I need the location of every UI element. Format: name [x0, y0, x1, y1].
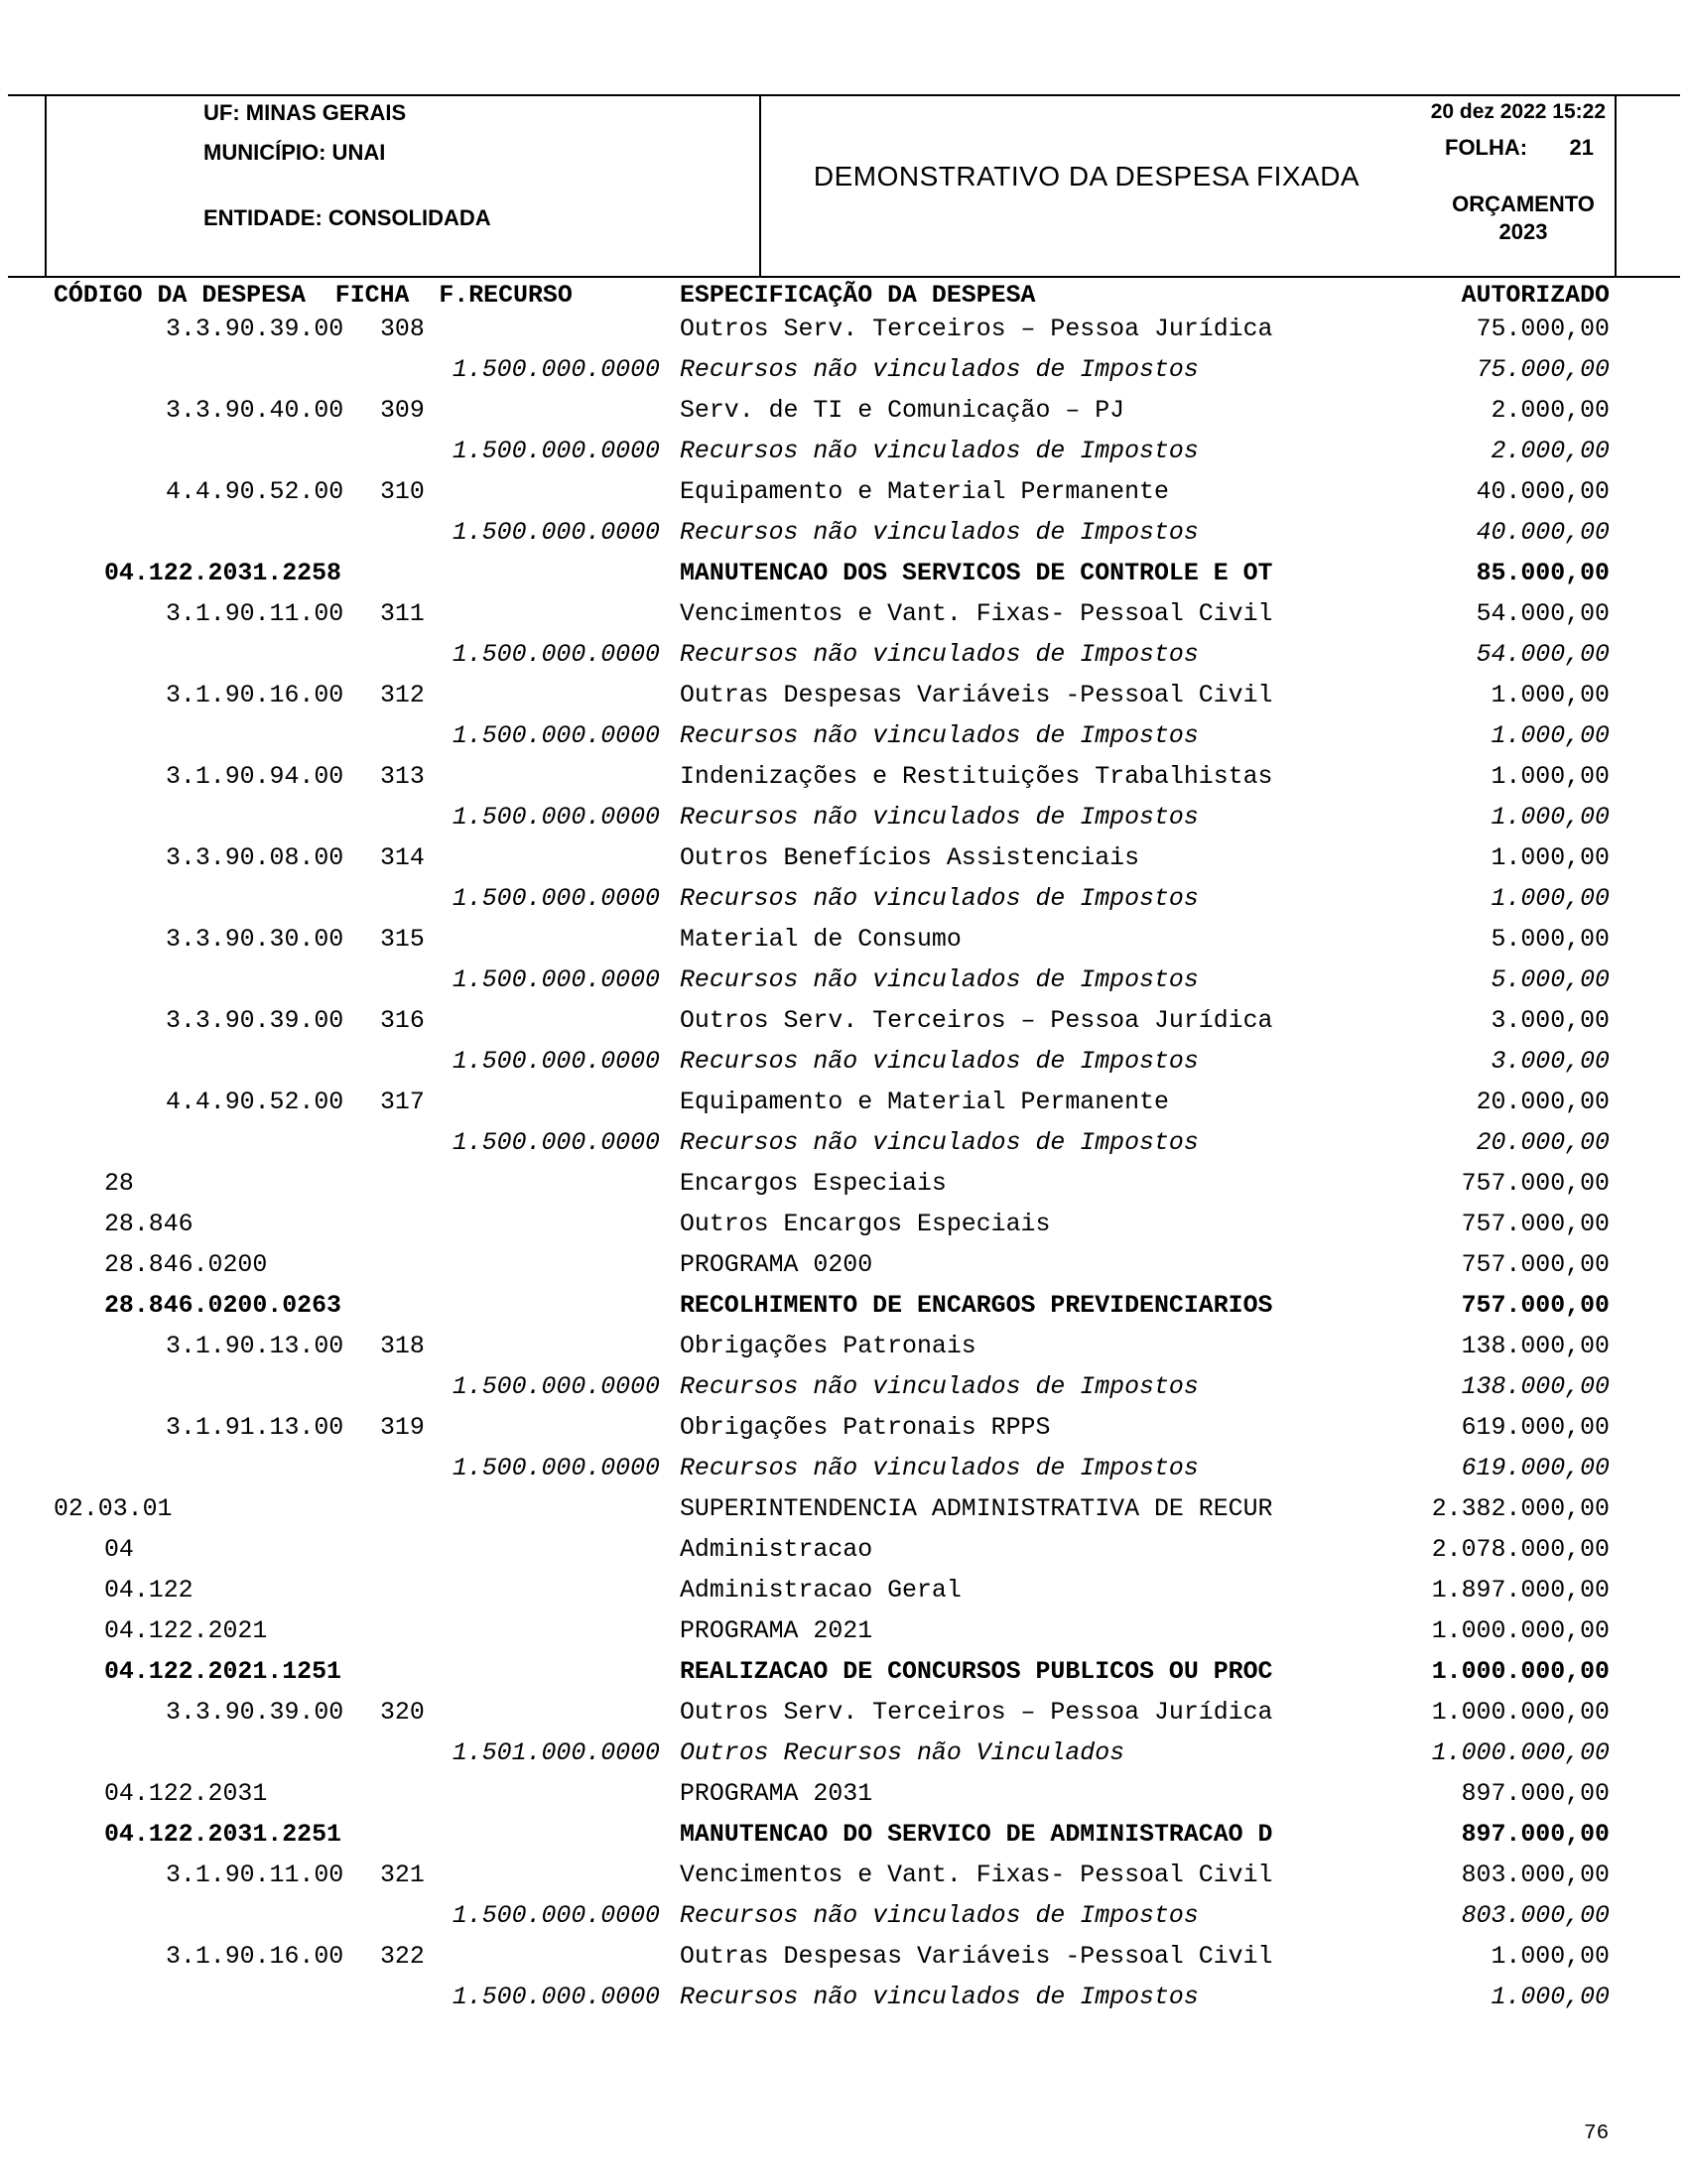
autorizado-value: 757.000,00 — [1461, 1170, 1610, 1198]
autorizado-value: 1.000,00 — [1491, 844, 1610, 872]
fonte-recurso-code: 1.500.000.0000 — [452, 438, 660, 465]
column-header-codigo-ficha-frecurso: CÓDIGO DA DESPESA FICHA F.RECURSO — [54, 282, 573, 310]
autorizado-value: 897.000,00 — [1461, 1780, 1610, 1808]
especificacao-text: Equipamento e Material Permanente — [680, 1089, 1169, 1116]
fonte-recurso-code: 1.500.000.0000 — [452, 1455, 660, 1482]
folha-label: FOLHA: — [1445, 135, 1528, 160]
orcamento-block — [1437, 191, 1610, 246]
autorizado-value: 1.000,00 — [1491, 1984, 1610, 2011]
autorizado-value: 85.000,00 — [1476, 560, 1610, 587]
table-row — [0, 844, 1688, 885]
expense-code: 3.1.90.11.00 — [166, 1862, 344, 1889]
autorizado-value: 1.000,00 — [1491, 722, 1610, 750]
header-bottom-rule — [8, 276, 1680, 278]
autorizado-value: 138.000,00 — [1461, 1333, 1610, 1360]
autorizado-value: 619.000,00 — [1461, 1414, 1610, 1442]
especificacao-text: Outras Despesas Variáveis -Pessoal Civil — [680, 682, 1273, 709]
table-row — [0, 763, 1688, 804]
table-row — [0, 1170, 1688, 1211]
column-header-especificacao: ESPECIFICAÇÃO DA DESPESA — [680, 282, 1036, 310]
table-row — [0, 1984, 1688, 2024]
autorizado-value: 757.000,00 — [1461, 1251, 1610, 1279]
print-datetime: 20 dez 2022 15:22 — [1430, 100, 1606, 123]
expense-code: 3.1.90.16.00 — [166, 1943, 344, 1971]
fonte-recurso-code: 1.500.000.0000 — [452, 1129, 660, 1157]
expense-code: 04.122.2021 — [104, 1617, 268, 1645]
table-row — [0, 1699, 1688, 1739]
table-row — [0, 1373, 1688, 1414]
especificacao-text: MANUTENCAO DOS SERVICOS DE CONTROLE E OT — [680, 560, 1273, 587]
especificacao-text: Recursos não vinculados de Impostos — [680, 885, 1199, 913]
especificacao-text: Indenizações e Restituições Trabalhistas — [680, 763, 1273, 791]
autorizado-value: 1.000,00 — [1491, 804, 1610, 832]
autorizado-value: 1.000.000,00 — [1431, 1658, 1610, 1686]
table-row — [0, 1048, 1688, 1089]
especificacao-text: Outros Serv. Terceiros – Pessoa Jurídica — [680, 1007, 1273, 1035]
autorizado-value: 5.000,00 — [1491, 966, 1610, 994]
table-row — [0, 1211, 1688, 1251]
especificacao-text: PROGRAMA 2021 — [680, 1617, 873, 1645]
expense-code: 28 — [104, 1170, 134, 1198]
expense-code: 02.03.01 — [54, 1495, 173, 1523]
table-row — [0, 1902, 1688, 1943]
especificacao-text: Administracao Geral — [680, 1577, 962, 1605]
especificacao-text: Outros Serv. Terceiros – Pessoa Jurídica — [680, 316, 1273, 343]
expense-code: 3.3.90.39.00 — [166, 316, 344, 343]
autorizado-value: 803.000,00 — [1461, 1862, 1610, 1889]
ficha-number: 309 — [380, 397, 425, 425]
table-row — [0, 1943, 1688, 1984]
expense-code: 04.122.2031.2258 — [104, 560, 341, 587]
expense-code: 04.122.2021.1251 — [104, 1658, 341, 1686]
especificacao-text: Outros Encargos Especiais — [680, 1211, 1051, 1238]
table-row — [0, 1739, 1688, 1780]
ficha-number: 314 — [380, 844, 425, 872]
ficha-number: 313 — [380, 763, 425, 791]
autorizado-value: 2.000,00 — [1491, 438, 1610, 465]
table-row — [0, 397, 1688, 438]
header-box-left-border — [45, 94, 47, 278]
autorizado-value: 1.000.000,00 — [1431, 1699, 1610, 1727]
fonte-recurso-code: 1.500.000.0000 — [452, 885, 660, 913]
autorizado-value: 1.000.000,00 — [1431, 1739, 1610, 1767]
autorizado-value: 619.000,00 — [1461, 1455, 1610, 1482]
autorizado-value: 757.000,00 — [1461, 1211, 1610, 1238]
expense-code: 04.122.2031.2251 — [104, 1821, 341, 1849]
table-row — [0, 560, 1688, 600]
table-row — [0, 1536, 1688, 1577]
especificacao-text: Recursos não vinculados de Impostos — [680, 1129, 1199, 1157]
fonte-recurso-code: 1.500.000.0000 — [452, 1373, 660, 1401]
header-box-right-border — [1615, 94, 1617, 278]
table-row — [0, 1007, 1688, 1048]
especificacao-text: Outros Benefícios Assistenciais — [680, 844, 1140, 872]
column-header-autorizado: AUTORIZADO — [1461, 282, 1610, 310]
ficha-number: 315 — [380, 926, 425, 954]
especificacao-text: Outras Despesas Variáveis -Pessoal Civil — [680, 1943, 1273, 1971]
especificacao-text: Recursos não vinculados de Impostos — [680, 356, 1199, 384]
especificacao-text: Recursos não vinculados de Impostos — [680, 1455, 1199, 1482]
table-row — [0, 1333, 1688, 1373]
ficha-number: 318 — [380, 1333, 425, 1360]
table-row — [0, 1129, 1688, 1170]
table-row — [0, 926, 1688, 966]
page-number: 76 — [1584, 2122, 1610, 2145]
orcamento-year: 2023 — [1498, 219, 1548, 244]
uf-label: UF: MINAS GERAIS — [203, 100, 407, 125]
especificacao-text: Obrigações Patronais — [680, 1333, 976, 1360]
fonte-recurso-code: 1.500.000.0000 — [452, 356, 660, 384]
autorizado-value: 803.000,00 — [1461, 1902, 1610, 1930]
table-row — [0, 1577, 1688, 1617]
expense-code: 3.1.90.13.00 — [166, 1333, 344, 1360]
especificacao-text: REALIZACAO DE CONCURSOS PUBLICOS OU PROC — [680, 1658, 1273, 1686]
autorizado-value: 40.000,00 — [1476, 478, 1610, 506]
especificacao-text: PROGRAMA 2031 — [680, 1780, 873, 1808]
autorizado-value: 54.000,00 — [1476, 641, 1610, 669]
table-row — [0, 519, 1688, 560]
fonte-recurso-code: 1.501.000.0000 — [452, 1739, 660, 1767]
especificacao-text: Material de Consumo — [680, 926, 962, 954]
especificacao-text: Serv. de TI e Comunicação – PJ — [680, 397, 1125, 425]
folha-line — [1445, 135, 1594, 161]
especificacao-text: RECOLHIMENTO DE ENCARGOS PREVIDENCIARIOS — [680, 1292, 1273, 1320]
autorizado-value: 20.000,00 — [1476, 1089, 1610, 1116]
expense-code: 4.4.90.52.00 — [166, 478, 344, 506]
autorizado-value: 1.000,00 — [1491, 763, 1610, 791]
expense-code: 3.1.91.13.00 — [166, 1414, 344, 1442]
ficha-number: 319 — [380, 1414, 425, 1442]
autorizado-value: 1.000,00 — [1491, 682, 1610, 709]
table-row — [0, 1292, 1688, 1333]
autorizado-value: 3.000,00 — [1491, 1007, 1610, 1035]
especificacao-text: Recursos não vinculados de Impostos — [680, 438, 1199, 465]
ficha-number: 317 — [380, 1089, 425, 1116]
ficha-number: 310 — [380, 478, 425, 506]
expense-code: 3.3.90.08.00 — [166, 844, 344, 872]
especificacao-text: Recursos não vinculados de Impostos — [680, 722, 1199, 750]
expense-code: 04.122 — [104, 1577, 194, 1605]
header-top-rule — [8, 94, 1680, 96]
table-row — [0, 1821, 1688, 1862]
expense-code: 4.4.90.52.00 — [166, 1089, 344, 1116]
autorizado-value: 138.000,00 — [1461, 1373, 1610, 1401]
expense-code: 3.3.90.40.00 — [166, 397, 344, 425]
table-row — [0, 356, 1688, 397]
especificacao-text: Outros Recursos não Vinculados — [680, 1739, 1125, 1767]
fonte-recurso-code: 1.500.000.0000 — [452, 641, 660, 669]
especificacao-text: Obrigações Patronais RPPS — [680, 1414, 1051, 1442]
table-row — [0, 885, 1688, 926]
especificacao-text: Recursos não vinculados de Impostos — [680, 966, 1199, 994]
autorizado-value: 5.000,00 — [1491, 926, 1610, 954]
autorizado-value: 75.000,00 — [1476, 356, 1610, 384]
expense-code: 3.3.90.39.00 — [166, 1699, 344, 1727]
ficha-number: 316 — [380, 1007, 425, 1035]
table-row — [0, 1658, 1688, 1699]
especificacao-text: Administracao — [680, 1536, 873, 1564]
fonte-recurso-code: 1.500.000.0000 — [452, 966, 660, 994]
autorizado-value: 20.000,00 — [1476, 1129, 1610, 1157]
autorizado-value: 757.000,00 — [1461, 1292, 1610, 1320]
table-row — [0, 478, 1688, 519]
table-row — [0, 682, 1688, 722]
especificacao-text: Recursos não vinculados de Impostos — [680, 1984, 1199, 2011]
especificacao-text: Vencimentos e Vant. Fixas- Pessoal Civil — [680, 1862, 1273, 1889]
especificacao-text: Recursos não vinculados de Impostos — [680, 1373, 1199, 1401]
table-row — [0, 804, 1688, 844]
table-row — [0, 1495, 1688, 1536]
expense-code: 28.846.0200 — [104, 1251, 268, 1279]
ficha-number: 312 — [380, 682, 425, 709]
table-row — [0, 966, 1688, 1007]
autorizado-value: 75.000,00 — [1476, 316, 1610, 343]
especificacao-text: Recursos não vinculados de Impostos — [680, 1902, 1199, 1930]
orcamento-label: ORÇAMENTO — [1452, 192, 1595, 216]
expense-code: 3.1.90.16.00 — [166, 682, 344, 709]
autorizado-value: 3.000,00 — [1491, 1048, 1610, 1076]
expense-code: 3.3.90.39.00 — [166, 1007, 344, 1035]
especificacao-text: Recursos não vinculados de Impostos — [680, 1048, 1199, 1076]
table-row — [0, 600, 1688, 641]
autorizado-value: 54.000,00 — [1476, 600, 1610, 628]
especificacao-text: Equipamento e Material Permanente — [680, 478, 1169, 506]
autorizado-value: 1.000,00 — [1491, 885, 1610, 913]
ficha-number: 322 — [380, 1943, 425, 1971]
ficha-number: 321 — [380, 1862, 425, 1889]
table-row — [0, 1455, 1688, 1495]
fonte-recurso-code: 1.500.000.0000 — [452, 722, 660, 750]
expense-code: 3.3.90.30.00 — [166, 926, 344, 954]
table-row — [0, 1780, 1688, 1821]
table-row — [0, 722, 1688, 763]
ficha-number: 320 — [380, 1699, 425, 1727]
autorizado-value: 1.000.000,00 — [1431, 1617, 1610, 1645]
folha-value: 21 — [1569, 135, 1594, 160]
especificacao-text: Encargos Especiais — [680, 1170, 947, 1198]
expense-code: 04.122.2031 — [104, 1780, 268, 1808]
table-row — [0, 1617, 1688, 1658]
expense-code: 28.846 — [104, 1211, 194, 1238]
especificacao-text: Recursos não vinculados de Impostos — [680, 641, 1199, 669]
table-row — [0, 438, 1688, 478]
fonte-recurso-code: 1.500.000.0000 — [452, 1984, 660, 2011]
table-row — [0, 1251, 1688, 1292]
municipio-label: MUNICÍPIO: UNAI — [203, 140, 386, 165]
entidade-label: ENTIDADE: CONSOLIDADA — [203, 205, 491, 230]
expense-code: 3.1.90.11.00 — [166, 600, 344, 628]
autorizado-value: 1.897.000,00 — [1431, 1577, 1610, 1605]
fonte-recurso-code: 1.500.000.0000 — [452, 519, 660, 547]
report-title: DEMONSTRATIVO DA DESPESA FIXADA — [813, 161, 1361, 192]
ficha-number: 311 — [380, 600, 425, 628]
especificacao-text: MANUTENCAO DO SERVICO DE ADMINISTRACAO D — [680, 1821, 1273, 1849]
autorizado-value: 897.000,00 — [1461, 1821, 1610, 1849]
especificacao-text: SUPERINTENDENCIA ADMINISTRATIVA DE RECUR — [680, 1495, 1273, 1523]
autorizado-value: 2.000,00 — [1491, 397, 1610, 425]
fonte-recurso-code: 1.500.000.0000 — [452, 1048, 660, 1076]
especificacao-text: Outros Serv. Terceiros – Pessoa Jurídica — [680, 1699, 1273, 1727]
table-row — [0, 1414, 1688, 1455]
fonte-recurso-code: 1.500.000.0000 — [452, 1902, 660, 1930]
autorizado-value: 2.078.000,00 — [1431, 1536, 1610, 1564]
autorizado-value: 40.000,00 — [1476, 519, 1610, 547]
autorizado-value: 2.382.000,00 — [1431, 1495, 1610, 1523]
especificacao-text: PROGRAMA 0200 — [680, 1251, 873, 1279]
autorizado-value: 1.000,00 — [1491, 1943, 1610, 1971]
especificacao-text: Recursos não vinculados de Impostos — [680, 519, 1199, 547]
table-row — [0, 1862, 1688, 1902]
fonte-recurso-code: 1.500.000.0000 — [452, 804, 660, 832]
expense-code: 3.1.90.94.00 — [166, 763, 344, 791]
expense-code: 04 — [104, 1536, 134, 1564]
especificacao-text: Recursos não vinculados de Impostos — [680, 804, 1199, 832]
table-row — [0, 641, 1688, 682]
table-row — [0, 1089, 1688, 1129]
especificacao-text: Vencimentos e Vant. Fixas- Pessoal Civil — [680, 600, 1273, 628]
ficha-number: 308 — [380, 316, 425, 343]
table-row — [0, 316, 1688, 356]
table-rows — [0, 316, 1688, 2024]
expense-code: 28.846.0200.0263 — [104, 1292, 341, 1320]
